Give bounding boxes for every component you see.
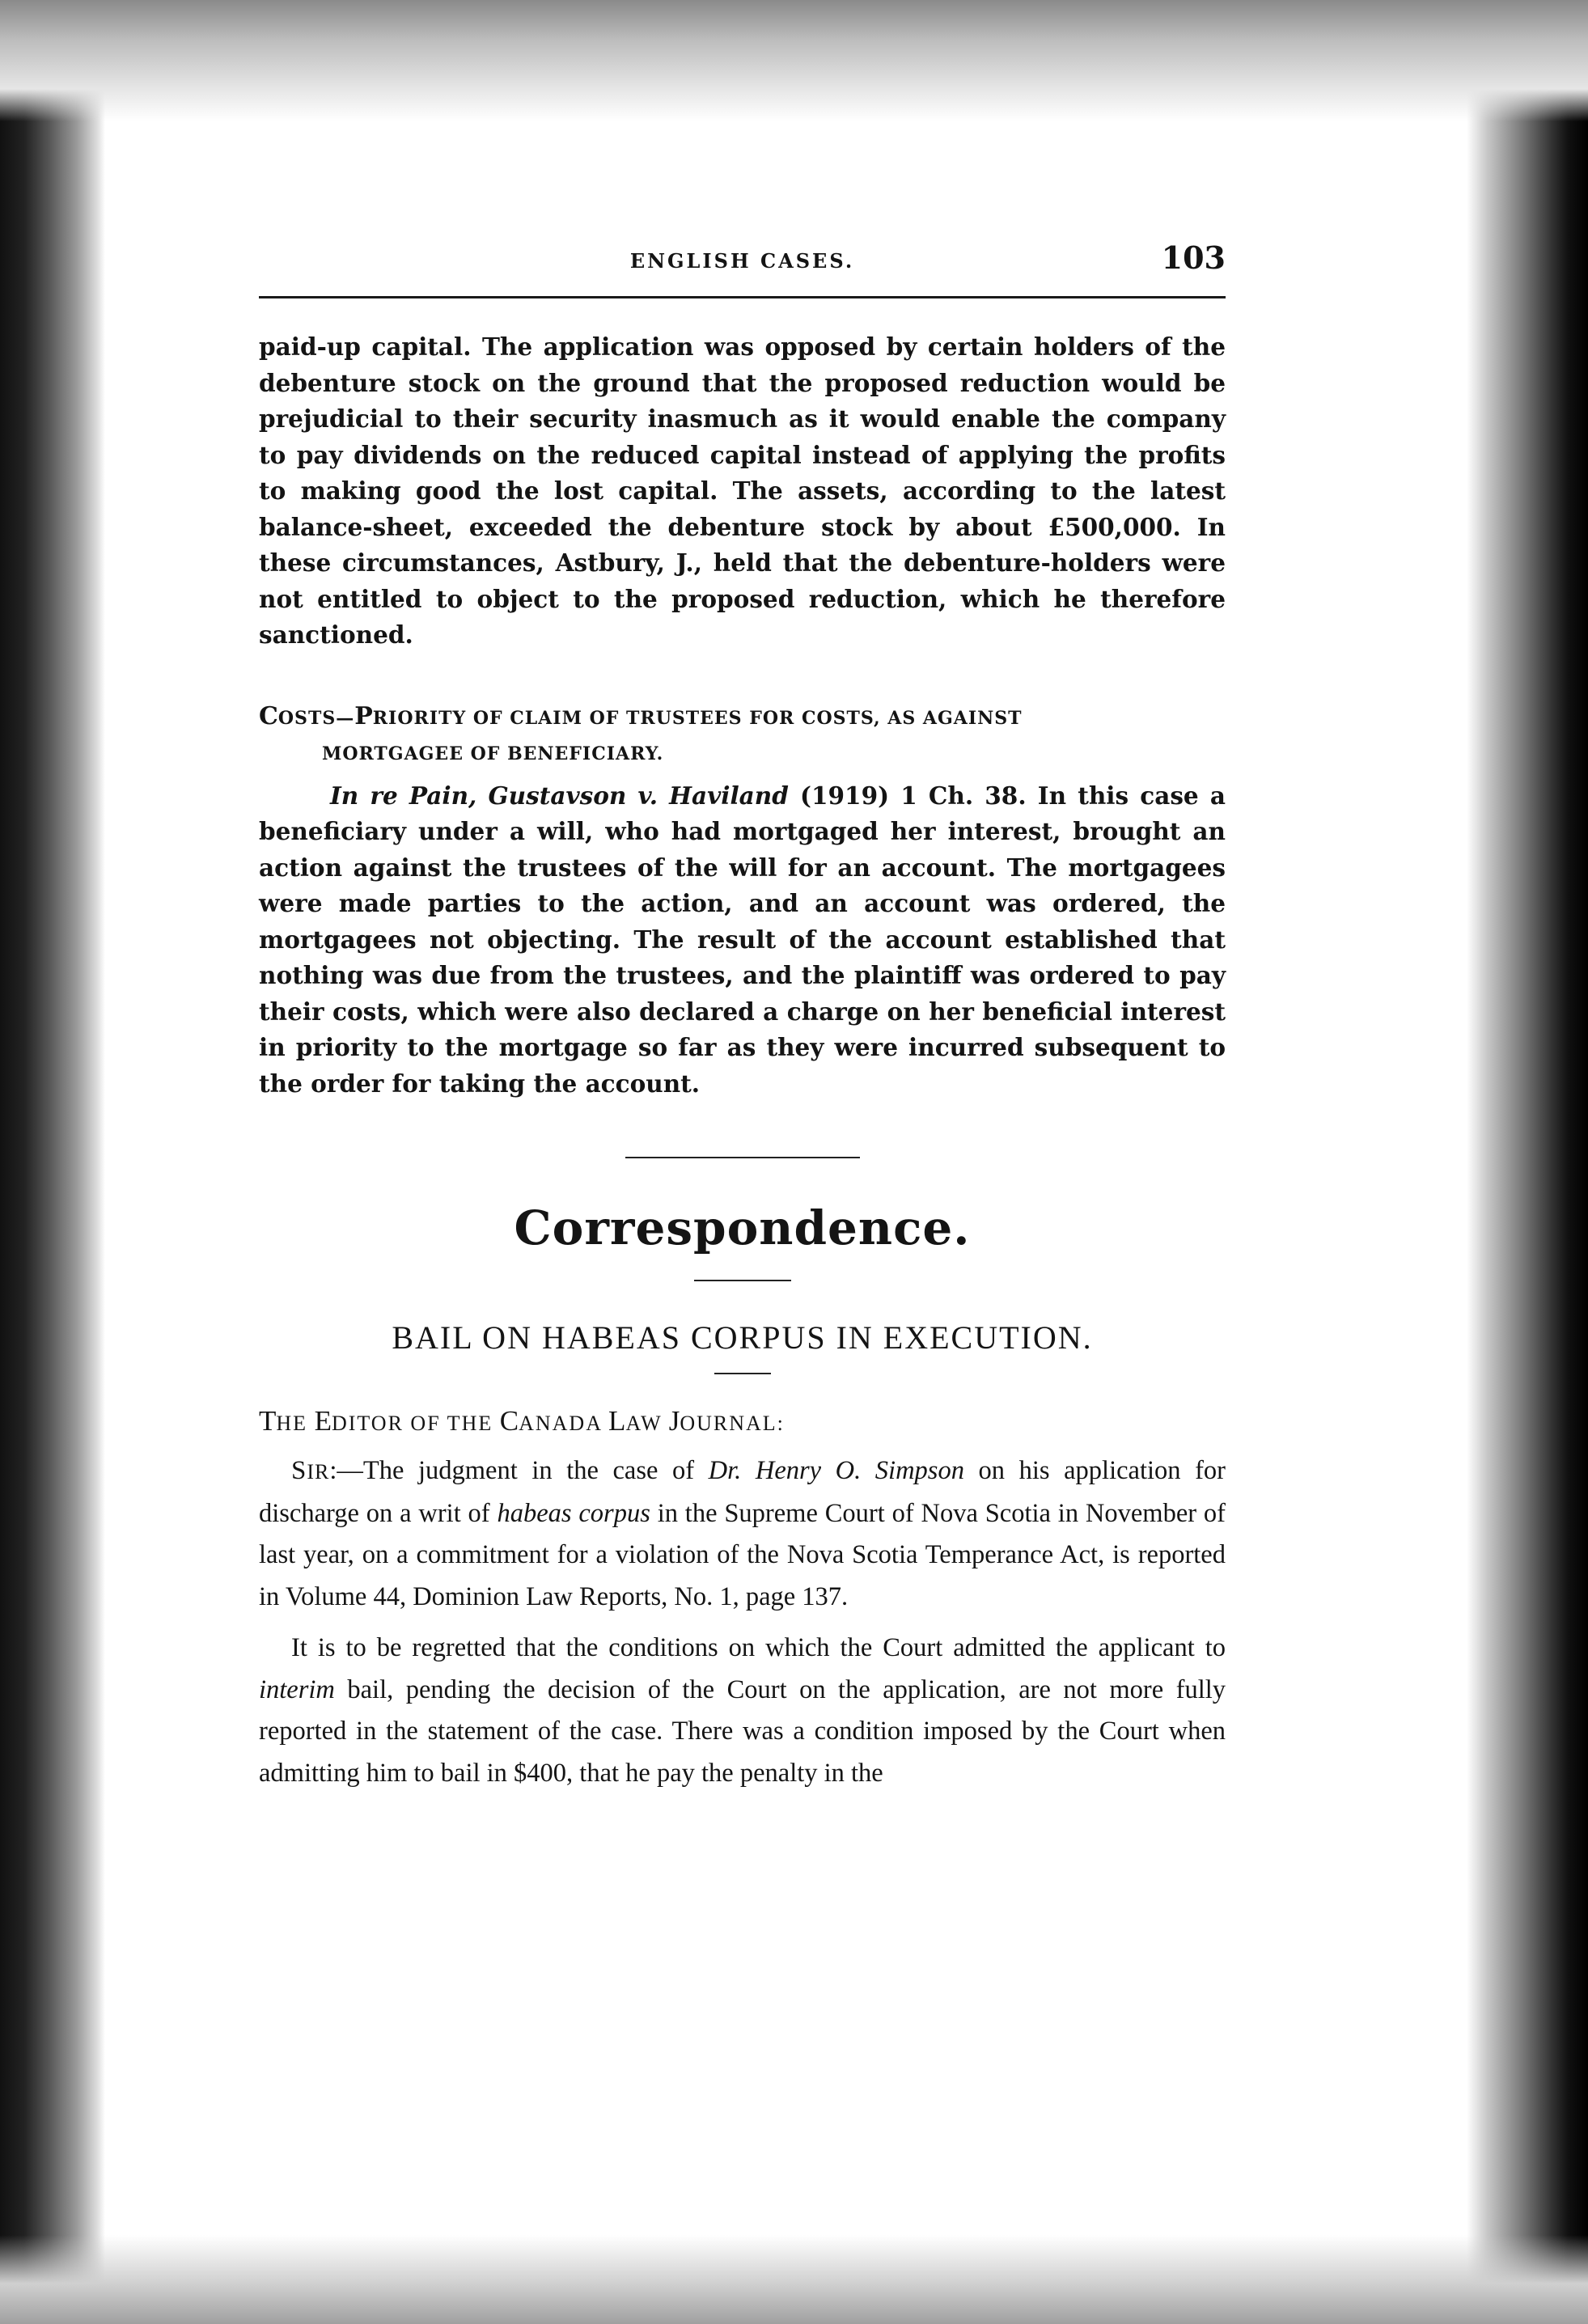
correspondence-heading: Correspondence. <box>514 1200 971 1255</box>
letter-title: BAIL ON HABEAS CORPUS IN EXECUTION. <box>392 1319 1093 1356</box>
letter-paragraph-1: SIR:—The judgment in the case of Dr. Henry O. Simpson on his application for discharge on a writ of habeas corpus in the Supreme Court of Nova Scotia in November of last year, on a commitment for a violation of the Nova Scotia Temperance Act, is reported in Volume 44, Dominion Law Reports, No. 1, page 137. <box>259 1456 1226 1611</box>
page-number: 103 <box>1161 239 1226 276</box>
scan-edge-top <box>0 0 1588 121</box>
title-divider <box>714 1373 771 1374</box>
case-citation: (1919) 1 Ch. 38. <box>788 781 1027 810</box>
case-summary: In this case a beneficiary under a will, who had mortgaged her interest, brought an action against the trustees of the will for an account. The mortgagees were made parties to the action, and an account was ordered, the mortgagees not objecting. The result of the account established that nothing was due from the trustees, and the plaintiff was ordered to pay their costs, which were also declared a charge on her beneficial interest in priority to the mortgage so far as they were incurred subsequent to the order for taking the account. <box>259 781 1226 1098</box>
running-head <box>259 235 1226 283</box>
letter-paragraph-2: It is to be regretted that the conditions on which the Court admitted the applicant to interim bail, pending the decision of the Court on the application, are not more fully reported in the statement of the case. There was a condition imposed by the Court when admitting him to bail in $400, that he pay the penalty in the <box>259 1633 1226 1788</box>
header-rule <box>259 296 1226 298</box>
section-heading-line2: MORTGAGEE OF BENEFICIARY. <box>322 743 664 764</box>
paragraph <box>259 778 1226 1103</box>
paragraph: paid-up capital. The application was opposed by certain holders of the debenture stock on the ground that the proposed reduction would be prejudicial to their security inasmuch as it would enable the company to pay dividends on the reduced capital instead of applying the profits to making good the lost capital. The assets, according to the latest balance-sheet, exceeded the debenture stock by about £500,000. In these circumstances, Astbury, J., held that the debenture-holders were not entitled to object to the proposed reduction, which he therefore sanctioned. <box>259 332 1226 649</box>
person-name: Dr. Henry O. Simpson <box>708 1456 964 1485</box>
scan-edge-right <box>1467 0 1588 2324</box>
section-divider <box>625 1157 860 1158</box>
interim-term: interim <box>259 1674 335 1704</box>
sir-address: SIR <box>291 1456 330 1485</box>
heading-divider <box>694 1280 791 1281</box>
running-title: ENGLISH CASES. <box>629 249 855 273</box>
writ-name: habeas corpus <box>497 1498 650 1528</box>
scan-edge-left <box>0 0 105 2324</box>
section-costs-priority <box>259 778 1226 1103</box>
section-capital-reduction <box>259 329 1226 654</box>
book-page <box>259 235 1226 1794</box>
letter-body <box>259 1450 1226 1794</box>
scan-edge-bottom <box>0 2235 1588 2324</box>
section-heading-costs: COSTS—PRIORITY OF CLAIM OF TRUSTEES FOR COSTS, AS AGAINST MORTGAGEE OF BENEFICIARY. <box>259 699 1226 772</box>
case-name: In re Pain, Gustavson v. Haviland <box>330 781 789 810</box>
letter-salutation: THE EDITOR OF THE CANADA LAW JOURNAL: <box>259 1405 785 1437</box>
